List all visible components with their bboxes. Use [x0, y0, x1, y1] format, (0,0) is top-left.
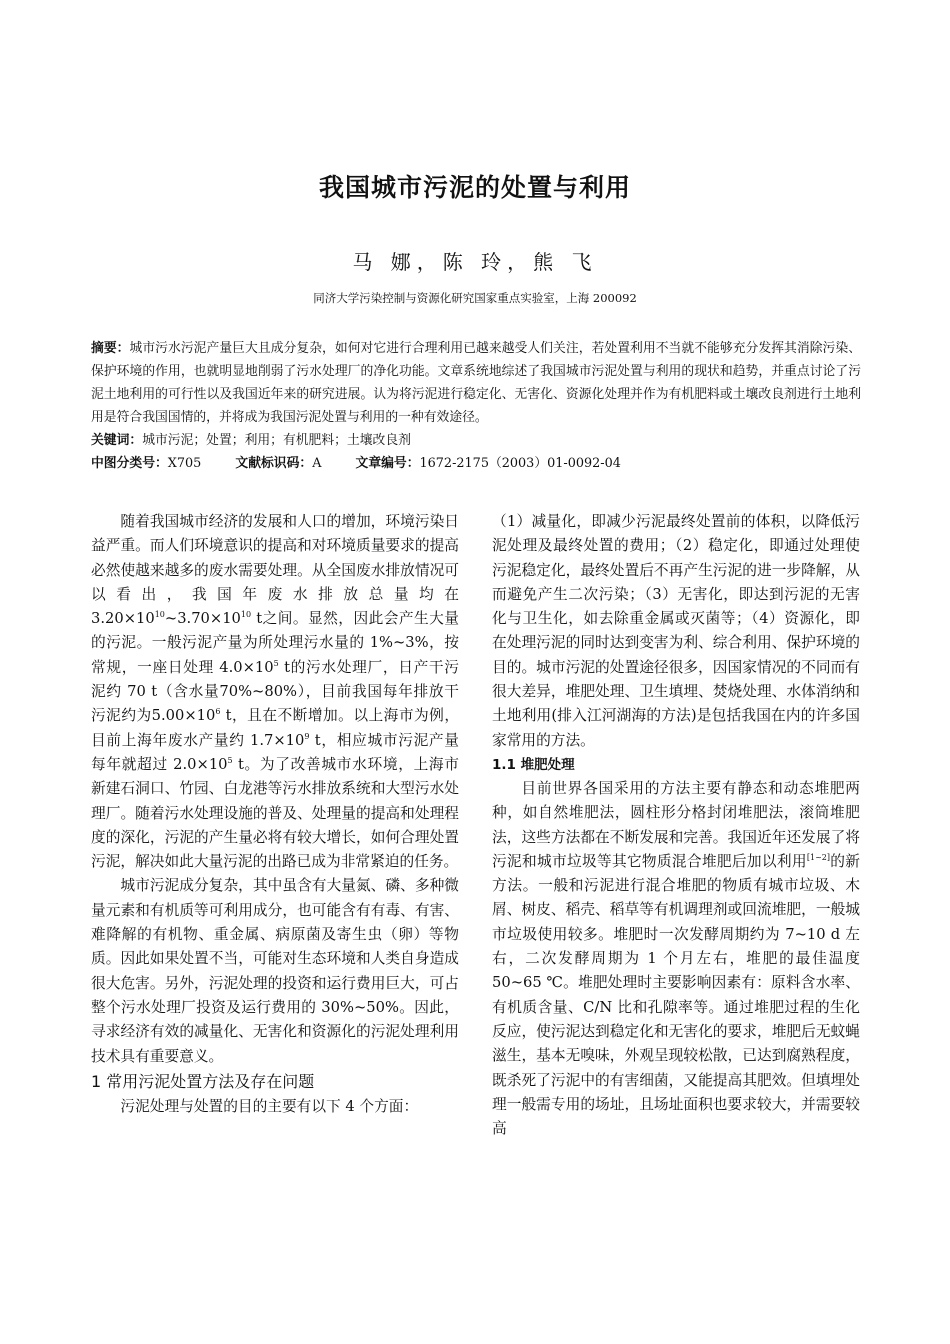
objectives-paragraph: （1）减量化，即减少污泥最终处置前的体积，以降低污泥处理及最终处置的费用；（2）稳定化，即通过处理使污泥稳定化，最终处置后不再产生污泥的进一步降解，从而避免产生二次污染；（3）无害化，即达到污泥的无害化与卫生化，如去除重金属或灭菌等；（4）资源化，即在处理污泥的同时达到变害为利、综合利用、保护环境的目的。城市污泥的处置途径很多，因国家情况的不同而有很大差异，堆肥处理、卫生填埋、焚烧处理、水体消纳和土地利用(排入江河湖海的方法)是包括我国在内的许多国家常用的方法。 [492, 513, 860, 749]
keywords-text: 城市污泥；处置；利用；有机肥料；土壤改良剂 [142, 433, 411, 448]
document-code: 文献标识码：A [235, 456, 322, 471]
affiliation: 同济大学污染控制与资源化研究国家重点实验室，上海 200092 [313, 291, 637, 305]
abstract [91, 337, 861, 429]
section-1-paragraph: 污泥处理与处置的目的主要有以下 4 个方面： [120, 1097, 419, 1115]
left-column [91, 510, 459, 1119]
keywords [91, 429, 861, 452]
article-number: 文章编号：1672-2175（2003）01-0092-04 [355, 456, 621, 471]
clc-number: 中图分类号：X705 [91, 456, 202, 471]
page-title: 我国城市污泥的处置与利用 [318, 173, 631, 202]
composting-paragraph: 目前世界各国采用的方法主要有静态和动态堆肥两种，如自然堆肥法，圆柱形分格封闭堆肥法，滚筒堆肥法，这些方法都在不断发展和完善。我国近年还发展了将污泥和城市垃圾等其它物质混合堆肥后加以利用[1~2]的新方法。一般和污泥进行混合堆肥的物质有城市垃圾、木屑、树皮、稻壳、稻草等有机调理剂或回流堆肥，一般城市垃圾使用较多。堆肥时一次发酵周期约为 7~10 d 左右，二次发酵周期为 1 个月左右，堆肥的最佳温度50~65 ℃。堆肥处理时主要影响因素有：原料含水率、有机质含量、C/N 比和孔隙率等。通过堆肥过程的生化反应，使污泥达到稳定化和无害化的要求，堆肥后无蚊蝇滋生，基本无嗅味，外观呈现较松散，已达到腐熟程度，既杀死了污泥中的有害细菌，又能提高其肥效。但填埋处理一般需专用的场址，且场址面积也要求较大，并需要较高 [492, 779, 860, 1138]
keywords-label: 关键词： [91, 433, 143, 448]
section-heading-1: 1 常用污泥处置方法及存在问题 [91, 1071, 315, 1091]
abstract-text: 城市污水污泥产量巨大且成分复杂，如何对它进行合理利用已越来越受人们关注，若处置利用不当就不能够充分发挥其消除污染、保护环境的作用，也就明显地削弱了污水处理厂的净化功能。文章系统地综述了我国城市污泥处置与利用的现状和趋势，并重点讨论了污泥土地利用的可行性以及我国近年来的研究进展。认为将污泥进行稳定化、无害化、资源化处理并作为有机肥料或土壤改良剂进行土地利用是符合我国国情的，并将成为我国污泥处置与利用的一种有效途径。 [91, 341, 862, 425]
authors: 马 娜，陈 玲，熊 飞 [352, 250, 598, 274]
abstract-label: 摘要： [91, 341, 130, 356]
classification-line [91, 452, 861, 475]
abstract-block [91, 337, 861, 475]
intro-paragraph-1: 随着我国城市经济的发展和人口的增加，环境污染日益严重。而人们环境意识的提高和对环境质量要求的提高必然使越来越多的废水需要处理。从全国废水排放情况可以看出，我国年废水排放总量均在 $3.20\times 10^{10}\sim 3.70\times 10^{10}$ t之间。显然，因此会产生大量的污泥。一般污泥产量为所处理污水量的 1%~3%，按常规，一座日处理 $4.0\times 10^5$ t的污水处理厂，日产干污泥约 70 t（含水量70%~80%），目前我国每年排放干污泥约为$5.00\times 10^6$ t，且在不断增加。以上海市为例，目前上海年废水产量约 $1.7\times 10^9$ t，相应城市污泥产量每年就超过 $2.0\times 10^5$ t。为了改善城市水环境，上海市新建石洞口、竹园、白龙港等污水排放系统和大型污水处理厂。随着污水处理设施的普及、处理量的提高和处理程度的深化，污泥的产生量必将有较大增长，如何合理处置污泥，解决如此大量污泥的出路已成为非常紧迫的任务。 [91, 513, 460, 871]
citation: [1~2] [806, 852, 830, 862]
intro-paragraph-2: 城市污泥成分复杂，其中虽含有大量氮、磷、多种微量元素和有机质等可利用成分，也可能含有有毒、有害、难降解的有机物、重金属、病原菌及寄生虫（卵）等物质。因此如果处置不当，可能对生态环境和人类自身造成很大危害。另外，污泥处理的投资和运行费用巨大，可占整个污水处理厂投资及运行费用的 30%~50%。因此，寻求经济有效的减量化、无害化和资源化的污泥处理利用技术具有重要意义。 [91, 877, 459, 1065]
right-column [492, 510, 860, 1141]
section-heading-1-1: 1.1 堆肥处理 [492, 756, 575, 773]
